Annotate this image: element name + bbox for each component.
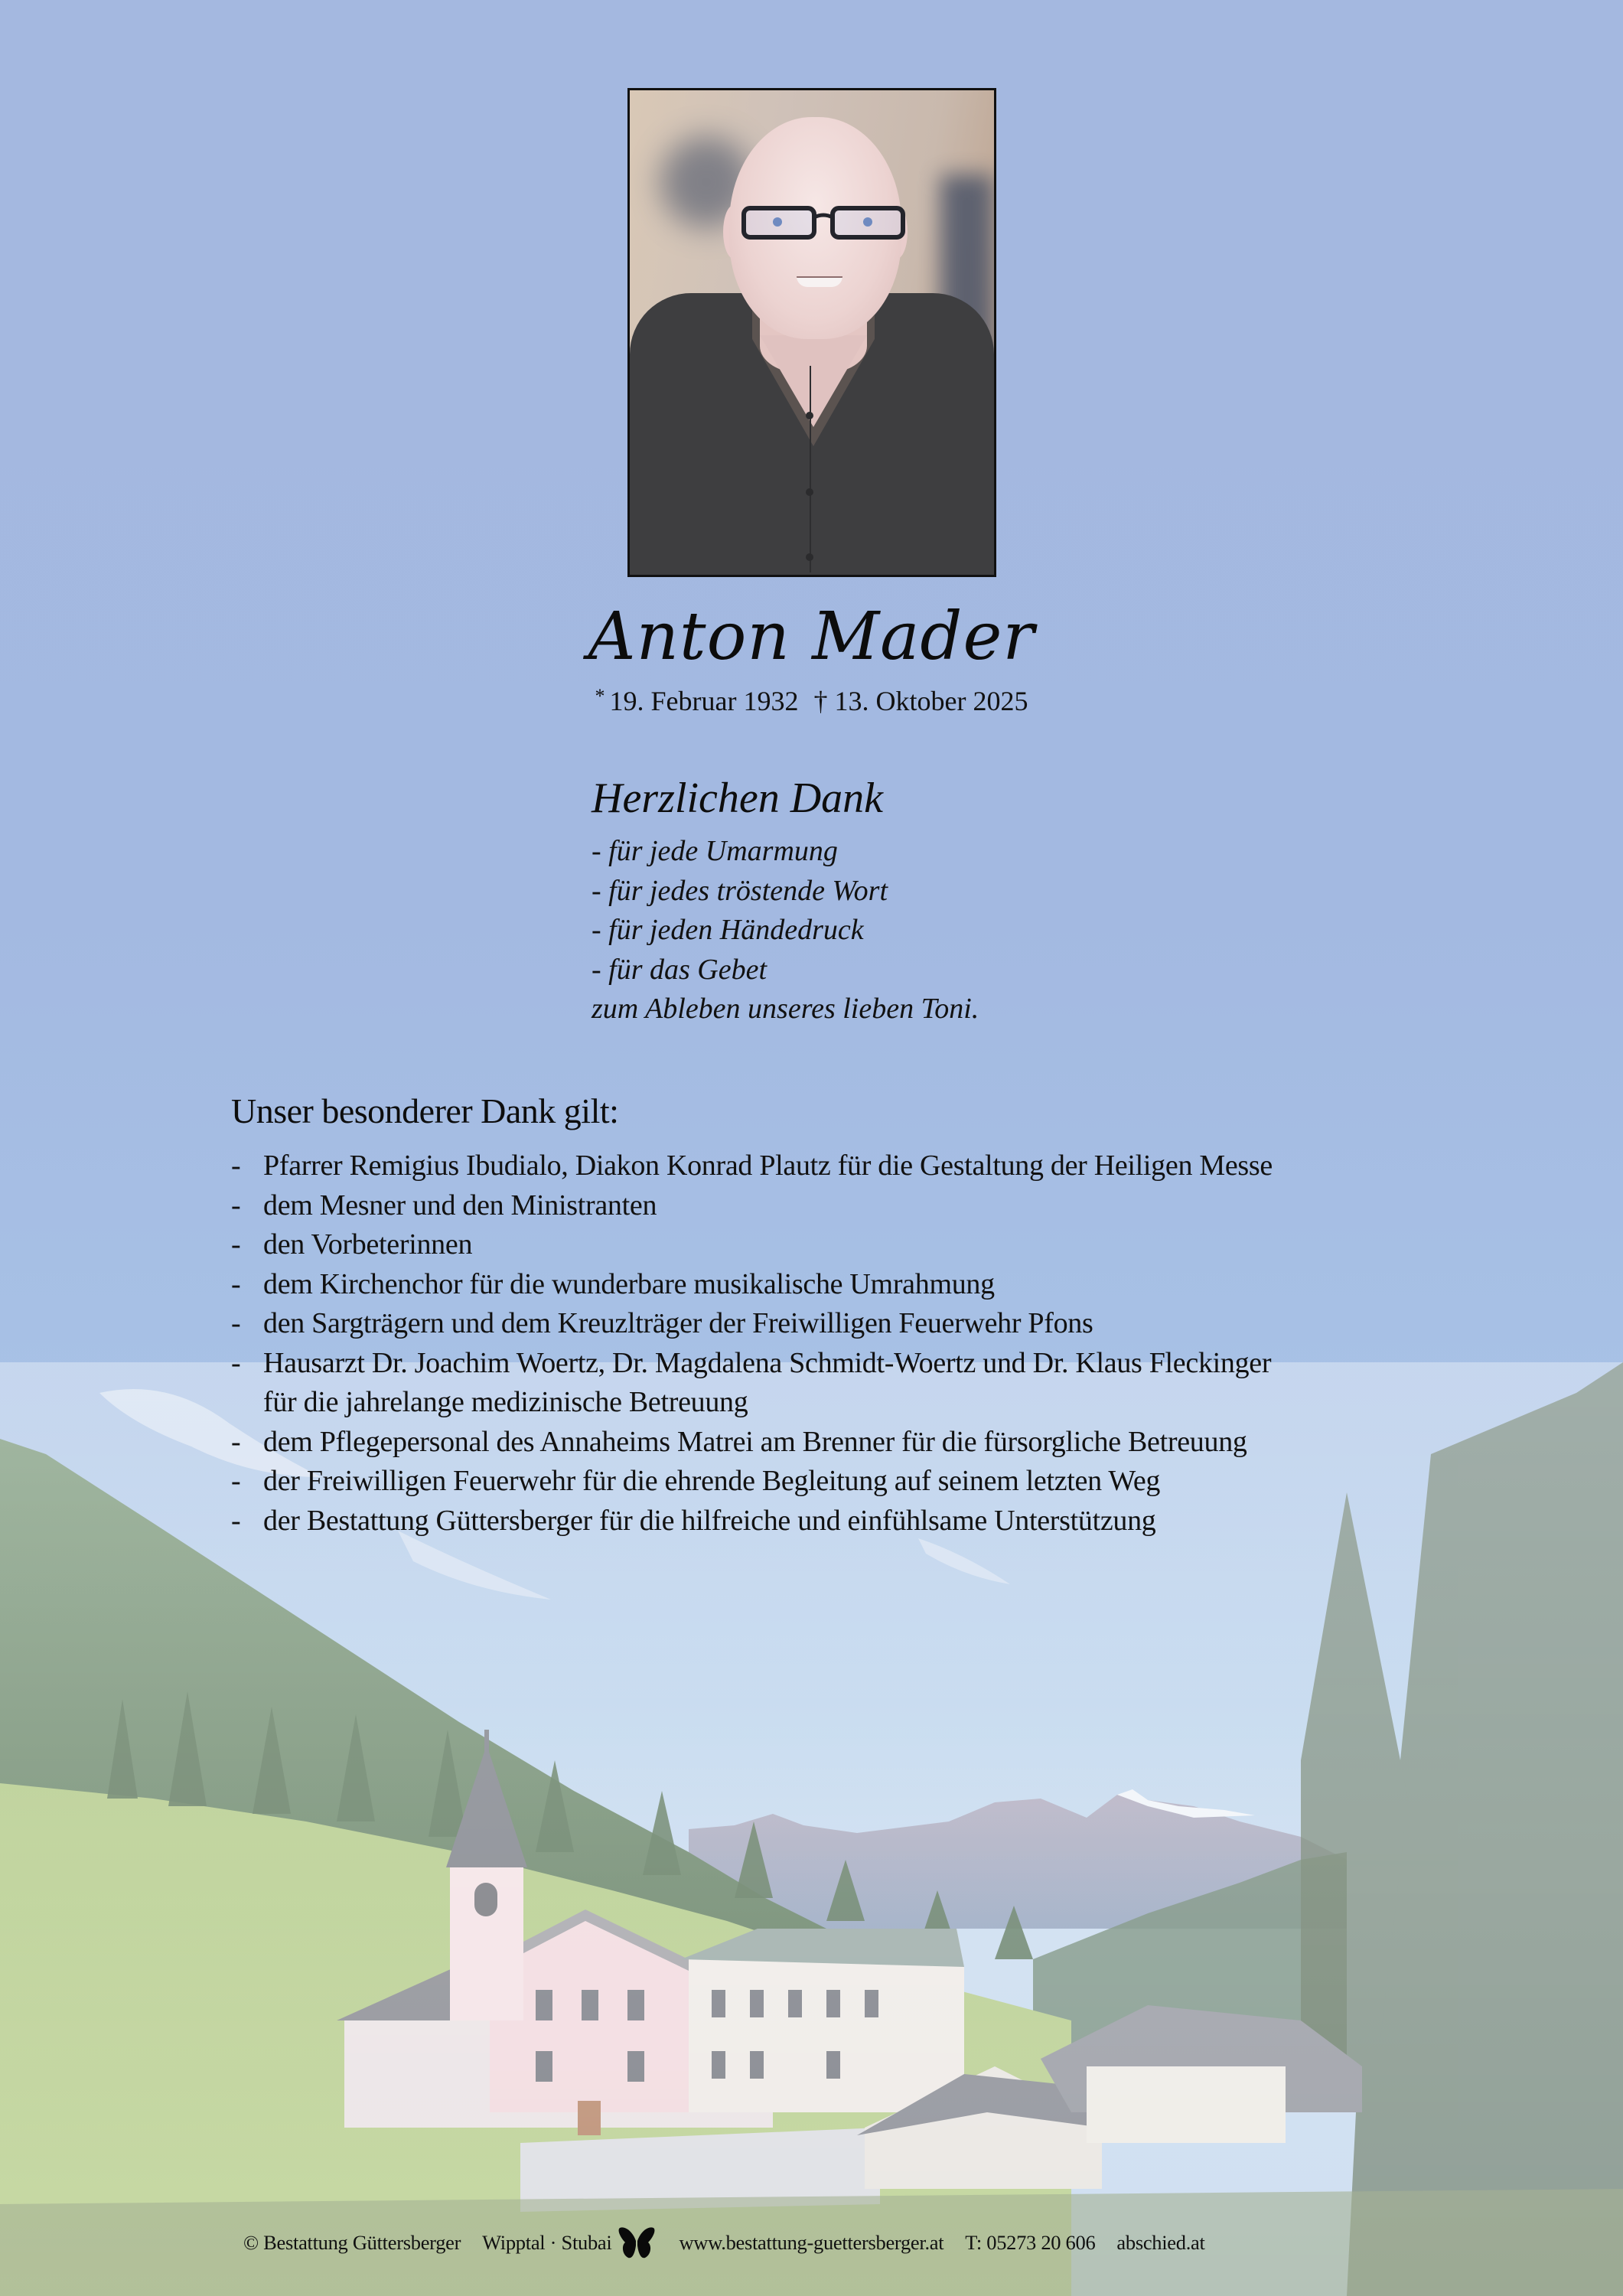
thanks-line: - für das Gebet [592,953,768,986]
thanks-section [592,769,979,1029]
website-link[interactable]: www.bestattung-guettersberger.at [679,2230,944,2254]
bullet-dash: - [231,1189,241,1221]
death-date: 13. Oktober 2025 [834,686,1028,716]
list-item: - den Vorbeterinnen [231,1225,1455,1265]
thanks-line: zum Ableben unseres lieben Toni. [592,993,979,1025]
thanks-line: - für jede Umarmung [592,835,838,867]
thanks-heading: Herzlichen Dank [592,775,884,822]
birth-symbol: * [595,685,605,707]
list-item: - dem Mesner und den Ministranten [231,1186,1455,1226]
list-item: - Hausarzt Dr. Joachim Woertz, Dr. Magdalena Schmidt-Woertz und Dr. Klaus Fleckinger [231,1344,1455,1384]
butterfly-icon [618,2226,656,2259]
portal-link[interactable]: abschied.at [1116,2230,1205,2254]
list-item-continuation: für die jahrelange medizinische Betreuung [263,1386,748,1418]
bullet-dash: - [231,1307,241,1339]
bullet-dash: - [231,1228,241,1261]
bullet-dash: - [231,1504,241,1537]
bullet-dash: - [231,1150,241,1182]
bullet-dash: - [231,1267,241,1300]
special-thanks-heading: Unser besonderer Dank gilt: [231,1091,619,1130]
copyright: © Bestattung Güttersberger [243,2230,461,2254]
death-symbol: † [813,686,828,716]
footer [243,2227,1227,2258]
bullet-dash: - [231,1346,241,1379]
list-item: - den Sargträgern und dem Kreuzlträger der Freiwilligen Feuerwehr Pfons [231,1304,1455,1344]
list-item: - dem Pflegepersonal des Annaheims Matrei am Brenner für die fürsorgliche Betreuung [231,1423,1455,1463]
thanks-line: - für jedes tröstende Wort [592,874,888,907]
list-item: - Pfarrer Remigius Ibudialo, Diakon Konrad Plautz für die Gestaltung der Heiligen Messe [231,1146,1455,1186]
birth-date: 19. Februar 1932 [609,686,799,716]
deceased-name: Anton Mader [588,598,1035,675]
region: Wipptal · Stubai [482,2230,612,2254]
bullet-dash: - [231,1465,241,1497]
special-thanks-list [231,1146,1455,1541]
list-item: - der Freiwilligen Feuerwehr für die ehrende Begleitung auf seinem letzten Weg [231,1462,1455,1502]
phone-number: T: 05273 20 606 [965,2230,1096,2254]
list-item: - dem Kirchenchor für die wunderbare musikalische Umrahmung [231,1265,1455,1305]
bullet-dash: - [231,1425,241,1458]
list-item: - der Bestattung Güttersberger für die hilfreiche und einfühlsame Unterstützung [231,1502,1455,1541]
life-dates [0,680,1623,718]
glasses-icon [739,204,908,242]
thanks-line: - für jeden Händedruck [592,914,864,946]
special-thanks-section [231,1087,1455,1541]
portrait-photo [627,88,996,577]
